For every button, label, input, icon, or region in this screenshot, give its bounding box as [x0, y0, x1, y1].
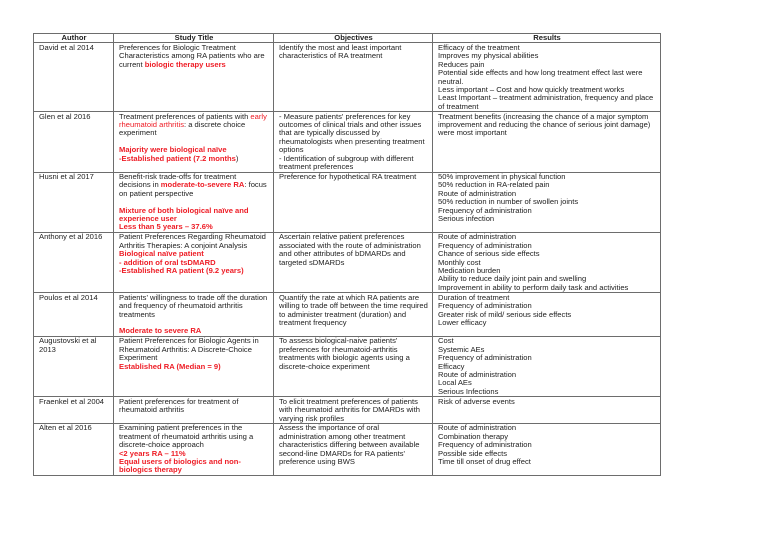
table-row	[34, 336, 661, 396]
table-row	[34, 232, 661, 293]
population-note-suffix: )	[235, 153, 239, 163]
author-cell: Glen et al 2016	[34, 112, 114, 172]
author-cell: Augustovski et al 2013	[34, 336, 114, 396]
title-text: Examining patient preferences in the treatment of rheumatoid arthritis using a discrete-choice approach	[119, 423, 254, 450]
result-item: 50% reduction in number of swollen joints	[438, 197, 579, 207]
results-cell	[433, 293, 661, 337]
result-item: Lower efficacy	[438, 318, 487, 328]
population-note: Established RA (Median = 9)	[119, 361, 221, 371]
header-author: Author	[34, 34, 114, 43]
result-item: Ability to reduce daily joint pain and swelling	[438, 274, 587, 284]
population-note: Majority were biological naïve	[119, 145, 227, 155]
result-item: Medication burden	[438, 265, 501, 275]
objective-text: Assess the importance of oral administration among other treatment characteristics differing between available second-line DMARDs for RA patients' preference using BWS	[279, 423, 420, 467]
author-cell: Poulos et al 2014	[34, 293, 114, 337]
author-cell: Alten et al 2016	[34, 423, 114, 475]
objective-text: Preference for hypothetical RA treatment	[279, 172, 417, 181]
results-cell	[433, 336, 661, 396]
result-item: Efficacy	[438, 361, 465, 371]
results-cell	[433, 43, 661, 112]
objectives-cell	[274, 336, 433, 396]
objective-text: To elicit treatment preferences of patients with rheumatoid arthritis for DMARDs with varying risk profiles	[279, 396, 420, 423]
title-text: : focus on patient perspective	[119, 180, 267, 198]
title-highlight: biologic therapy users	[144, 59, 226, 69]
objective-text: - Measure patients' preferences for key outcomes of clinical trials and other issues that are typically discussed by rheumatologists when presenting treatment options	[279, 111, 425, 155]
result-item: Frequency of administration	[438, 205, 532, 215]
table-row	[34, 172, 661, 232]
header-results: Results	[433, 34, 661, 43]
objectives-cell	[274, 112, 433, 172]
result-item: 50% reduction in RA-related pain	[438, 180, 550, 190]
study-title-cell	[114, 423, 274, 475]
objectives-cell	[274, 293, 433, 337]
results-cell	[433, 397, 661, 424]
result-item: Route of administration	[438, 188, 517, 198]
result-item: Possible side effects	[438, 448, 508, 458]
table-row	[34, 112, 661, 172]
objectives-cell	[274, 397, 433, 424]
table-row	[34, 43, 661, 112]
population-note: - addition of oral tsDMARD	[119, 257, 216, 267]
result-item: Serious Infections	[438, 386, 499, 396]
population-note: -Established RA patient (9.2 years)	[119, 265, 244, 275]
result-item: Less important – Cost and how quickly treatment works	[438, 84, 625, 94]
result-item: Local AEs	[438, 378, 472, 388]
result-item: Cost	[438, 336, 454, 346]
title-highlight: moderate-to-severe RA	[160, 180, 245, 190]
result-item: Duration of treatment	[438, 292, 510, 302]
study-title-cell	[114, 336, 274, 396]
title-text: : a discrete choice experiment	[119, 120, 246, 138]
results-cell	[433, 172, 661, 232]
objective-text: To assess biological-naive patients' preferences for rheumatoid-arthritis treatments with biologic agents using a discrete-choice experiment	[279, 336, 410, 371]
study-title-cell	[114, 397, 274, 424]
header-study-title: Study Title	[114, 34, 274, 43]
result-item: Combination therapy	[438, 431, 509, 441]
result-item: Systemic AEs	[438, 344, 485, 354]
result-item: Chance of serious side effects	[438, 249, 540, 259]
result-item: Improves my physical abilities	[438, 51, 539, 61]
result-item: Route of administration	[438, 423, 517, 433]
table-row	[34, 293, 661, 337]
objectives-cell	[274, 172, 433, 232]
result-item: Route of administration	[438, 232, 517, 242]
result-item: Reduces pain	[438, 59, 485, 69]
objective-text: - Identification of subgroup with different treatment preferences	[279, 153, 414, 172]
table-row	[34, 397, 661, 424]
result-item: 50% improvement in physical function	[438, 172, 566, 181]
result-item: Route of administration	[438, 369, 517, 379]
author-cell: Anthony et al 2016	[34, 232, 114, 293]
title-text: Patients' willingness to trade off the duration and frequency of rheumatoid arthritis treatments	[119, 292, 268, 319]
result-item: Improvement in ability to perform daily task and activities	[438, 282, 629, 292]
population-note: Mixture of both biological naïve and experience user	[119, 205, 249, 224]
objectives-cell	[274, 232, 433, 293]
result-item: Frequency of administration	[438, 440, 532, 450]
objectives-cell	[274, 43, 433, 112]
result-item: Frequency of administration	[438, 240, 532, 250]
result-item: Monthly cost	[438, 257, 481, 267]
population-note: Less than 5 years – 37.6%	[119, 222, 213, 232]
study-title-cell	[114, 293, 274, 337]
population-note: Equal users of biologics and non-biologics therapy	[119, 457, 241, 475]
population-note: <2 years RA – 11%	[119, 448, 186, 458]
study-title-cell	[114, 172, 274, 232]
objectives-cell	[274, 423, 433, 475]
title-text: Treatment preferences of patients with	[119, 111, 251, 121]
objective-text: Quantify the rate at which RA patients are willing to trade off between the time required to administer treatment (duration) and treatment frequency	[279, 292, 428, 328]
results-cell	[433, 232, 661, 293]
header-row	[34, 34, 661, 43]
header-objectives: Objectives	[274, 34, 433, 43]
result-item: Risk of adverse events	[438, 396, 515, 406]
title-text: Benefit-risk trade-offs for treatment decisions in	[119, 172, 237, 190]
objective-text: Ascertain relative patient preferences associated with the route of administration and other attributes of bDMARDs and targeted sDMARDs	[279, 232, 421, 267]
population-note: Biological naïve patient	[119, 249, 204, 259]
study-title-cell	[114, 112, 274, 172]
author-cell: Fraenkel et al 2004	[34, 397, 114, 424]
population-note: -Established patient (7.2 months	[119, 153, 236, 163]
result-item: Least Important – treatment administration, frequency and place of treatment	[438, 93, 654, 111]
title-highlight: early rheumatoid arthritis	[119, 111, 267, 130]
title-text: Patient Preferences Regarding Rheumatoid Arthritis Therapies: A conjoint Analysis	[119, 232, 266, 250]
author-cell: David et al 2014	[34, 43, 114, 112]
result-item: Efficacy of the treatment	[438, 42, 520, 52]
result-item: Frequency of administration	[438, 301, 532, 311]
study-title-cell	[114, 43, 274, 112]
result-item: Greater risk of mild/ serious side effects	[438, 309, 572, 319]
title-text: Patient Preferences for Biologic Agents in Rheumatoid Arthritis: A Discrete-Choice Experiment	[119, 336, 259, 363]
title-text: Patient preferences for treatment of rheumatoid arthritis	[119, 396, 239, 415]
result-item: Time till onset of drug effect	[438, 457, 531, 467]
objective-text: Identify the most and least important characteristics of RA treatment	[279, 42, 402, 61]
title-text: Preferences for Biologic Treatment Characteristics among RA patients who are current	[119, 42, 265, 69]
author-cell: Husni et al 2017	[34, 172, 114, 232]
study-title-cell	[114, 232, 274, 293]
literature-review-table	[33, 33, 661, 476]
results-cell	[433, 112, 661, 172]
result-item: Potential side effects and how long treatment effect last were neutral.	[438, 68, 643, 86]
result-item: Frequency of administration	[438, 353, 532, 363]
result-item: Serious infection	[438, 214, 495, 224]
results-cell	[433, 423, 661, 475]
result-item: Treatment benefits (increasing the chance of a major symptom improvement and reducing the chance of serious joint damage) were most important	[438, 111, 651, 138]
table-row	[34, 423, 661, 475]
population-note: Moderate to severe RA	[119, 326, 202, 336]
